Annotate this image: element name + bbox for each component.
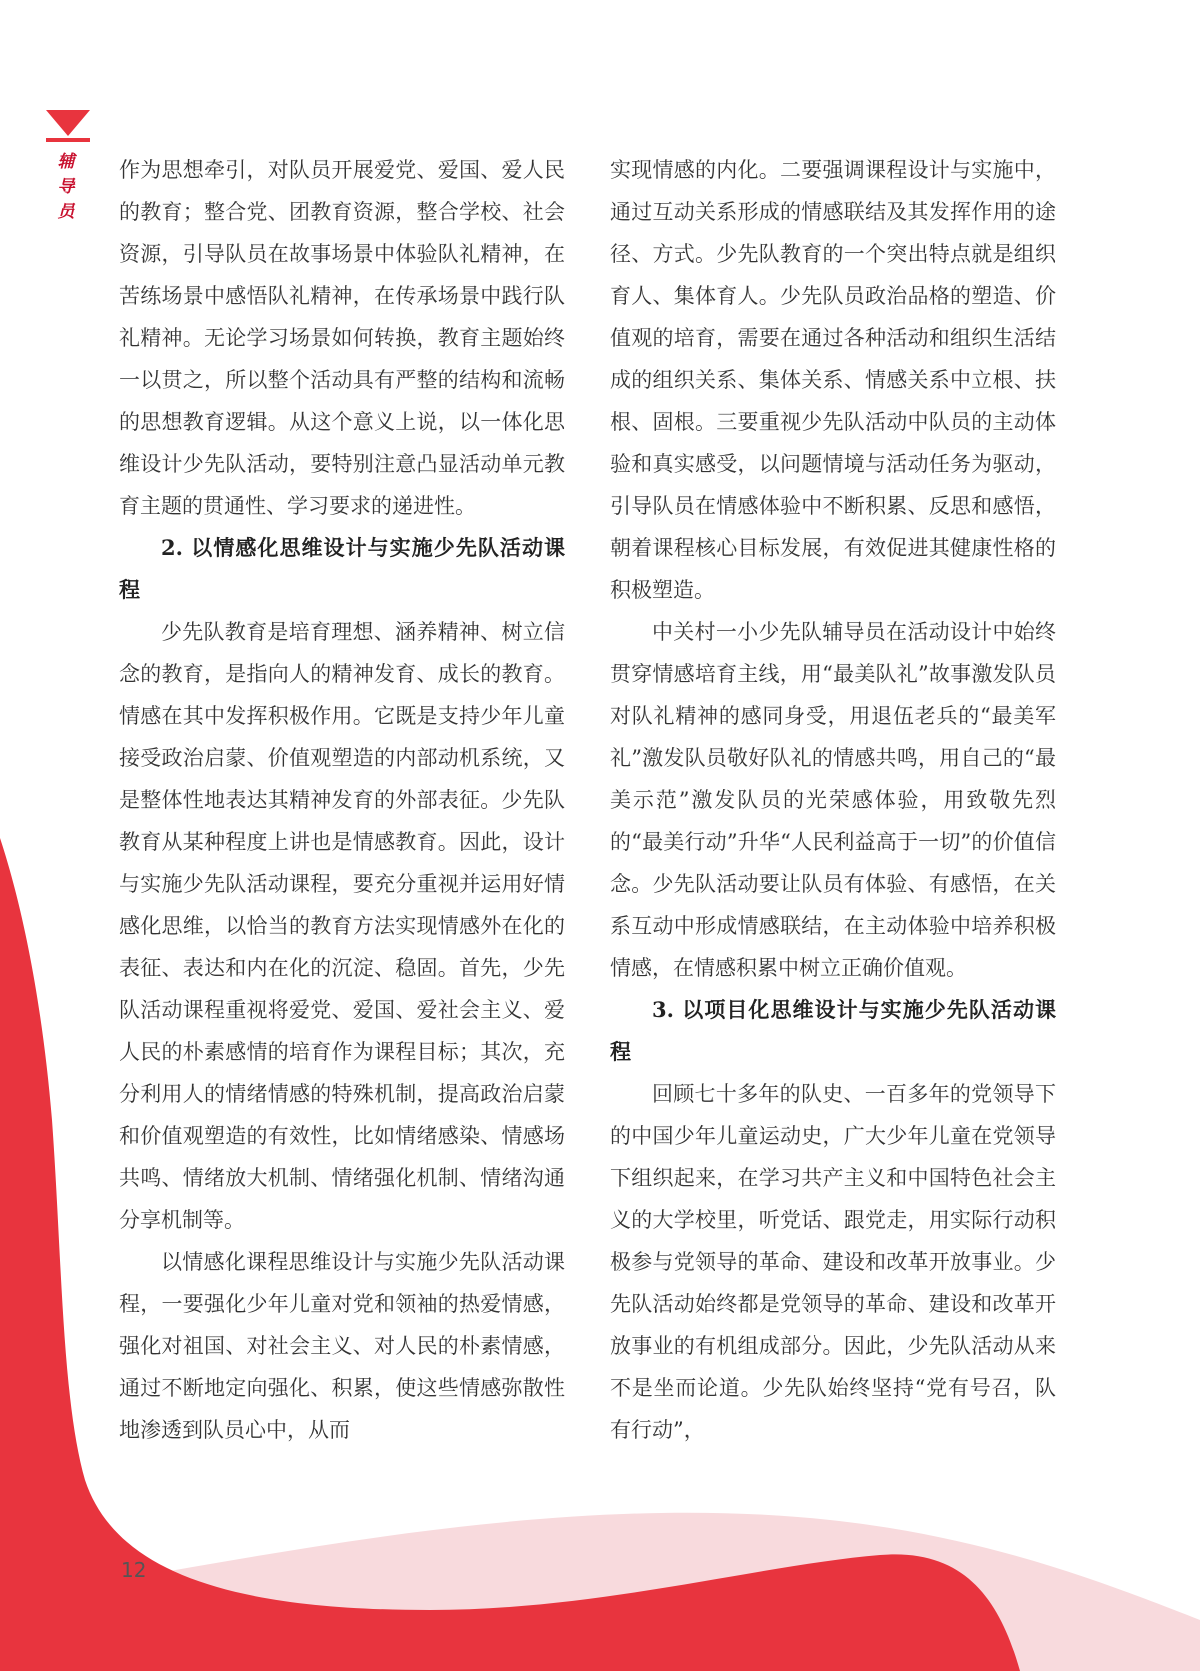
page-number: 12 (121, 1558, 147, 1582)
red-triangle-marker (46, 110, 90, 142)
magazine-logo-char-1: 辅 (57, 152, 75, 172)
section-heading-3: 3. 以项目化思维设计与实施少先队活动课程 (610, 997, 1056, 1064)
paragraph: 回顾七十多年的队史、一百多年的党领导下的中国少年儿童运动史，广大少年儿童在党领导下组织起来，在学习共产主义和中国特色社会主义的大学校里，听党话、跟党走，用实际行动积极参与党领导的革命、建设和改革开放事业。少先队活动始终都是党领导的革命、建设和改革开放事业的有机组成部分。因此，少先队活动从来不是坐而论道。少先队始终坚持“党有号召，队有行动”， (610, 1082, 1056, 1442)
paragraph-continuation: 作为思想牵引，对队员开展爱党、爱国、爱人民的教育；整合党、团教育资源，整合学校、社会资源，引导队员在故事场景中体验队礼精神，在苦练场景中感悟队礼精神，在传承场景中践行队礼精神。无论学习场景如何转换，教育主题始终一以贯之，所以整个活动具有严整的结构和流畅的思想教育逻辑。从这个意义上说，以一体化思维设计少先队活动，要特别注意凸显活动单元教育主题的贯通性、学习要求的递进性。 (119, 158, 565, 518)
right-column (610, 149, 1056, 1451)
magazine-logo (56, 150, 76, 225)
paragraph: 以情感化课程思维设计与实施少先队活动课程，一要强化少年儿童对党和领袖的热爱情感，强化对祖国、对社会主义、对人民的朴素情感，通过不断地定向强化、积累，使这些情感弥散性地渗透到队员心中，从而 (119, 1250, 565, 1442)
paragraph: 少先队教育是培育理想、涵养精神、树立信念的教育，是指向人的精神发育、成长的教育。情感在其中发挥积极作用。它既是支持少年儿童接受政治启蒙、价值观塑造的内部动机系统，又是整体性地表达其精神发育的外部表征。少先队教育从某种程度上讲也是情感教育。因此，设计与实施少先队活动课程，要充分重视并运用好情感化思维，以恰当的教育方法实现情感外在化的表征、表达和内在化的沉淀、稳固。首先，少先队活动课程重视将爱党、爱国、爱社会主义、爱人民的朴素感情的培育作为课程目标；其次，充分利用人的情绪情感的特殊机制，提高政治启蒙和价值观塑造的有效性，比如情绪感染、情感场共鸣、情绪放大机制、情绪强化机制、情绪沟通分享机制等。 (119, 620, 565, 1232)
paragraph: 中关村一小少先队辅导员在活动设计中始终贯穿情感培育主线，用“最美队礼”故事激发队员对队礼精神的感同身受，用退伍老兵的“最美军礼”激发队员敬好队礼的情感共鸣，用自己的“最美示范”激发队员的光荣感体验，用致敬先烈的“最美行动”升华“人民利益高于一切”的价值信念。少先队活动要让队员有体验、有感悟，在关系互动中形成情感联结，在主动体验中培养积极情感，在情感积累中树立正确价值观。 (610, 620, 1056, 980)
magazine-logo-char-2: 导 (57, 177, 75, 197)
section-heading-2: 2. 以情感化思维设计与实施少先队活动课程 (119, 535, 565, 602)
paragraph-continuation: 实现情感的内化。二要强调课程设计与实施中，通过互动关系形成的情感联结及其发挥作用的途径、方式。少先队教育的一个突出特点就是组织育人、集体育人。少先队员政治品格的塑造、价值观的培育，需要在通过各种活动和组织生活结成的组织关系、集体关系、情感关系中立根、扶根、固根。三要重视少先队活动中队员的主动体验和真实感受，以问题情境与活动任务为驱动，引导队员在情感体验中不断积累、反思和感悟，朝着课程核心目标发展，有效促进其健康性格的积极塑造。 (610, 158, 1056, 602)
magazine-logo-char-3: 员 (57, 202, 75, 222)
left-column (119, 149, 565, 1451)
